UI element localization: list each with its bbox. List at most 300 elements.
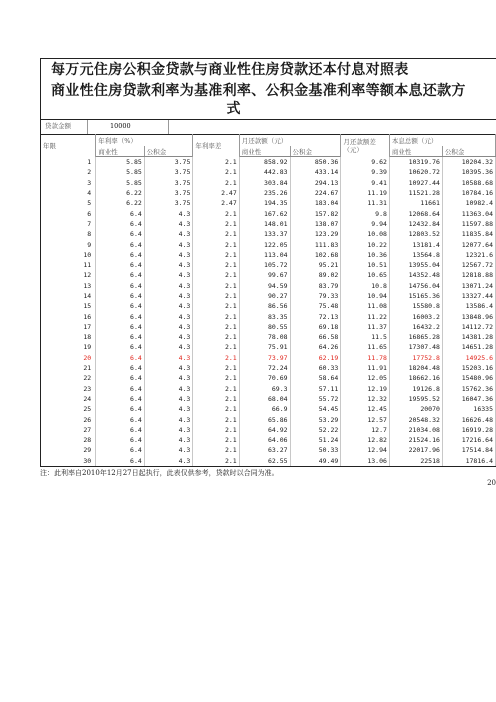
loan-amount-row <box>40 119 496 134</box>
monthly-diff-cell: 12.82 <box>341 435 390 445</box>
rate-commercial-cell: 6.4 <box>96 219 145 229</box>
rate-fund-cell: 4.3 <box>144 332 193 342</box>
table-row <box>41 229 496 239</box>
year-cell: 30 <box>41 456 96 467</box>
table-row <box>41 188 496 198</box>
table-subheader-row <box>41 146 496 157</box>
monthly-fund-cell: 123.29 <box>290 229 341 239</box>
loan-amount-value[interactable]: 10000 <box>87 120 169 134</box>
table-row <box>41 353 496 363</box>
monthly-diff-cell: 12.57 <box>341 414 390 424</box>
rate-fund-cell: 4.3 <box>144 404 193 414</box>
rate-commercial-cell: 6.4 <box>96 353 145 363</box>
monthly-fund-cell: 60.33 <box>290 363 341 373</box>
monthly-commercial-cell: 442.83 <box>239 167 290 177</box>
total-fund-cell: 15762.36 <box>442 384 495 394</box>
year-cell: 3 <box>41 178 96 188</box>
year-cell: 2 <box>41 167 96 177</box>
rate-diff-cell: 2.1 <box>193 311 239 321</box>
table-row <box>41 219 496 229</box>
monthly-fund-cell: 83.79 <box>290 281 341 291</box>
year-cell: 12 <box>41 270 96 280</box>
total-fund-cell: 10982.4 <box>442 198 495 208</box>
monthly-diff-cell: 9.39 <box>341 167 390 177</box>
monthly-fund-cell: 72.13 <box>290 311 341 321</box>
monthly-diff-cell: 10.36 <box>341 250 390 260</box>
monthly-fund-cell: 53.29 <box>290 414 341 424</box>
total-commercial-cell: 19595.52 <box>389 394 442 404</box>
year-cell: 10 <box>41 250 96 260</box>
rate-commercial-header: 商业性 <box>96 146 145 157</box>
year-cell: 6 <box>41 208 96 218</box>
total-fund-cell: 13586.4 <box>442 301 495 311</box>
rate-fund-cell: 4.3 <box>144 208 193 218</box>
monthly-fund-cell: 75.48 <box>290 301 341 311</box>
total-commercial-cell: 10319.76 <box>389 157 442 168</box>
rate-fund-cell: 4.3 <box>144 219 193 229</box>
rate-commercial-cell: 5.85 <box>96 157 145 168</box>
monthly-fund-cell: 62.19 <box>290 353 341 363</box>
rate-fund-cell: 4.3 <box>144 239 193 249</box>
rate-diff-header: 年利率差 <box>193 135 239 157</box>
total-commercial-cell: 16432.2 <box>389 322 442 332</box>
rate-diff-cell: 2.1 <box>193 270 239 280</box>
monthly-commercial-cell: 64.92 <box>239 425 290 435</box>
rate-commercial-cell: 6.4 <box>96 445 145 455</box>
rate-diff-cell: 2.1 <box>193 208 239 218</box>
monthly-commercial-cell: 235.26 <box>239 188 290 198</box>
rate-commercial-cell: 6.4 <box>96 332 145 342</box>
monthly-diff-cell: 11.22 <box>341 311 390 321</box>
rate-fund-cell: 4.3 <box>144 384 193 394</box>
monthly-diff-cell: 10.65 <box>341 270 390 280</box>
rate-commercial-cell: 6.4 <box>96 373 145 383</box>
total-fund-cell: 17216.64 <box>442 435 495 445</box>
monthly-fund-cell: 57.11 <box>290 384 341 394</box>
page-number: 20 <box>487 478 496 487</box>
monthly-diff-cell: 11.19 <box>341 188 390 198</box>
table-row <box>41 384 496 394</box>
monthly-fund-header: 公积金 <box>290 146 341 157</box>
total-fund-cell: 10588.68 <box>442 178 495 188</box>
monthly-fund-cell: 50.33 <box>290 445 341 455</box>
monthly-diff-cell: 11.65 <box>341 342 390 352</box>
total-commercial-cell: 12068.64 <box>389 208 442 218</box>
year-cell: 23 <box>41 384 96 394</box>
rate-diff-cell: 2.1 <box>193 250 239 260</box>
monthly-commercial-cell: 73.97 <box>239 353 290 363</box>
monthly-diff-cell: 10.08 <box>341 229 390 239</box>
rate-diff-cell: 2.1 <box>193 373 239 383</box>
rate-diff-cell: 2.1 <box>193 281 239 291</box>
year-cell: 27 <box>41 425 96 435</box>
page-footer <box>40 479 496 491</box>
monthly-diff-cell: 11.5 <box>341 332 390 342</box>
monthly-fund-cell: 102.68 <box>290 250 341 260</box>
monthly-commercial-cell: 72.24 <box>239 363 290 373</box>
monthly-commercial-cell: 68.04 <box>239 394 290 404</box>
table-row <box>41 178 496 188</box>
rate-fund-cell: 4.3 <box>144 270 193 280</box>
rate-commercial-cell: 6.4 <box>96 301 145 311</box>
monthly-commercial-header: 商业性 <box>239 146 290 157</box>
monthly-commercial-cell: 78.08 <box>239 332 290 342</box>
monthly-commercial-cell: 83.35 <box>239 311 290 321</box>
monthly-commercial-cell: 63.27 <box>239 445 290 455</box>
year-cell: 15 <box>41 301 96 311</box>
monthly-diff-cell: 12.94 <box>341 445 390 455</box>
rate-diff-cell: 2.1 <box>193 219 239 229</box>
monthly-fund-cell: 95.21 <box>290 260 341 270</box>
monthly-fund-cell: 52.22 <box>290 425 341 435</box>
monthly-fund-cell: 55.72 <box>290 394 341 404</box>
year-header: 年限 <box>41 135 96 157</box>
total-commercial-cell: 11521.28 <box>389 188 442 198</box>
table-row <box>41 291 496 301</box>
rate-fund-header: 公积金 <box>144 146 193 157</box>
monthly-commercial-cell: 90.27 <box>239 291 290 301</box>
rate-diff-cell: 2.1 <box>193 332 239 342</box>
total-commercial-cell: 13564.8 <box>389 250 442 260</box>
monthly-diff-cell: 10.94 <box>341 291 390 301</box>
rate-comparison-sheet <box>40 58 496 491</box>
total-header: 本息总额（元） <box>389 135 495 147</box>
monthly-fund-cell: 69.18 <box>290 322 341 332</box>
rate-commercial-cell: 6.4 <box>96 250 145 260</box>
rate-header: 年利率（%） <box>96 135 193 147</box>
monthly-fund-cell: 54.45 <box>290 404 341 414</box>
table-row <box>41 445 496 455</box>
total-commercial-cell: 20548.32 <box>389 414 442 424</box>
rate-fund-cell: 4.3 <box>144 445 193 455</box>
total-commercial-header: 商业性 <box>389 146 442 157</box>
monthly-fund-cell: 111.83 <box>290 239 341 249</box>
rate-diff-cell: 2.1 <box>193 157 239 168</box>
total-commercial-cell: 12432.84 <box>389 219 442 229</box>
rate-diff-cell: 2.1 <box>193 178 239 188</box>
rate-fund-cell: 4.3 <box>144 260 193 270</box>
rate-diff-cell: 2.47 <box>193 188 239 198</box>
total-fund-cell: 15203.16 <box>442 363 495 373</box>
rate-fund-cell: 4.3 <box>144 250 193 260</box>
rate-fund-cell: 4.3 <box>144 281 193 291</box>
monthly-commercial-cell: 133.37 <box>239 229 290 239</box>
monthly-fund-cell: 850.36 <box>290 157 341 168</box>
monthly-commercial-cell: 75.91 <box>239 342 290 352</box>
monthly-diff-cell: 9.41 <box>341 178 390 188</box>
page-title: 每万元住房公积金贷款与商业性住房贷款还本付息对照表 <box>51 62 409 78</box>
rate-fund-cell: 4.3 <box>144 435 193 445</box>
rate-diff-cell: 2.1 <box>193 456 239 467</box>
rate-fund-cell: 4.3 <box>144 311 193 321</box>
rate-commercial-cell: 6.4 <box>96 281 145 291</box>
total-commercial-cell: 21034.08 <box>389 425 442 435</box>
total-fund-cell: 14381.28 <box>442 332 495 342</box>
rate-commercial-cell: 6.4 <box>96 260 145 270</box>
total-commercial-cell: 18204.48 <box>389 363 442 373</box>
year-cell: 20 <box>41 353 96 363</box>
rate-diff-cell: 2.1 <box>193 322 239 332</box>
year-cell: 18 <box>41 332 96 342</box>
rate-fund-cell: 4.3 <box>144 394 193 404</box>
monthly-diff-cell: 12.32 <box>341 394 390 404</box>
table-row <box>41 322 496 332</box>
rate-commercial-cell: 6.4 <box>96 208 145 218</box>
total-commercial-cell: 13955.04 <box>389 260 442 270</box>
year-cell: 25 <box>41 404 96 414</box>
monthly-diff-cell: 11.08 <box>341 301 390 311</box>
year-cell: 13 <box>41 281 96 291</box>
total-fund-cell: 16919.28 <box>442 425 495 435</box>
total-fund-cell: 11363.04 <box>442 208 495 218</box>
monthly-diff-cell: 11.78 <box>341 353 390 363</box>
table-header-row <box>41 135 496 147</box>
table-row <box>41 425 496 435</box>
year-cell: 17 <box>41 322 96 332</box>
total-commercial-cell: 13181.4 <box>389 239 442 249</box>
monthly-commercial-cell: 66.9 <box>239 404 290 414</box>
repayment-table <box>40 134 496 467</box>
monthly-commercial-cell: 122.05 <box>239 239 290 249</box>
monthly-commercial-cell: 64.06 <box>239 435 290 445</box>
rate-commercial-cell: 5.85 <box>96 178 145 188</box>
rate-commercial-cell: 6.4 <box>96 229 145 239</box>
rate-commercial-cell: 6.4 <box>96 414 145 424</box>
table-row <box>41 342 496 352</box>
table-row <box>41 250 496 260</box>
rate-diff-cell: 2.1 <box>193 435 239 445</box>
table-row <box>41 260 496 270</box>
rate-fund-cell: 3.75 <box>144 198 193 208</box>
table-row <box>41 456 496 467</box>
page-subtitle: 商业性住房贷款利率为基准利率、公积金基准利率等额本息还款方 <box>51 83 466 99</box>
monthly-commercial-cell: 80.55 <box>239 322 290 332</box>
monthly-diff-cell: 9.8 <box>341 208 390 218</box>
rate-commercial-cell: 6.4 <box>96 270 145 280</box>
rate-fund-cell: 4.3 <box>144 414 193 424</box>
rate-diff-cell: 2.1 <box>193 363 239 373</box>
monthly-commercial-cell: 86.56 <box>239 301 290 311</box>
rate-fund-cell: 4.3 <box>144 291 193 301</box>
monthly-commercial-cell: 62.55 <box>239 456 290 467</box>
table-row <box>41 239 496 249</box>
total-commercial-cell: 17752.8 <box>389 353 442 363</box>
footnote: 注：此利率自2010年12月27日起执行，此表仅供参考，贷款时以合同为准。 <box>40 468 279 477</box>
monthly-commercial-cell: 194.35 <box>239 198 290 208</box>
year-cell: 5 <box>41 198 96 208</box>
rate-commercial-cell: 6.4 <box>96 291 145 301</box>
rate-commercial-cell: 6.22 <box>96 188 145 198</box>
rate-commercial-cell: 5.85 <box>96 167 145 177</box>
monthly-commercial-cell: 113.04 <box>239 250 290 260</box>
monthly-fund-cell: 157.82 <box>290 208 341 218</box>
rate-diff-cell: 2.1 <box>193 404 239 414</box>
monthly-commercial-cell: 148.01 <box>239 219 290 229</box>
total-commercial-cell: 16003.2 <box>389 311 442 321</box>
monthly-commercial-cell: 69.3 <box>239 384 290 394</box>
total-fund-cell: 12321.6 <box>442 250 495 260</box>
table-row <box>41 281 496 291</box>
rate-diff-cell: 2.1 <box>193 342 239 352</box>
total-fund-cell: 16335 <box>442 404 495 414</box>
rate-diff-cell: 2.1 <box>193 394 239 404</box>
total-commercial-cell: 19126.8 <box>389 384 442 394</box>
year-cell: 29 <box>41 445 96 455</box>
monthly-diff-cell: 11.37 <box>341 322 390 332</box>
monthly-fund-cell: 89.02 <box>290 270 341 280</box>
monthly-diff-cell: 10.51 <box>341 260 390 270</box>
monthly-fund-cell: 64.26 <box>290 342 341 352</box>
table-row <box>41 394 496 404</box>
table-row <box>41 435 496 445</box>
year-cell: 28 <box>41 435 96 445</box>
total-commercial-cell: 15580.8 <box>389 301 442 311</box>
year-cell: 8 <box>41 229 96 239</box>
table-row <box>41 208 496 218</box>
rate-diff-cell: 2.1 <box>193 291 239 301</box>
rate-fund-cell: 4.3 <box>144 229 193 239</box>
total-fund-cell: 11597.88 <box>442 219 495 229</box>
total-fund-cell: 10395.36 <box>442 167 495 177</box>
total-fund-cell: 12077.64 <box>442 239 495 249</box>
monthly-diff-cell: 11.91 <box>341 363 390 373</box>
rate-fund-cell: 4.3 <box>144 363 193 373</box>
total-fund-cell: 17816.4 <box>442 456 495 467</box>
table-row <box>41 157 496 168</box>
rate-fund-cell: 4.3 <box>144 342 193 352</box>
total-commercial-cell: 16865.28 <box>389 332 442 342</box>
table-row <box>41 311 496 321</box>
total-commercial-cell: 10927.44 <box>389 178 442 188</box>
total-commercial-cell: 21524.16 <box>389 435 442 445</box>
total-commercial-cell: 12803.52 <box>389 229 442 239</box>
rate-diff-cell: 2.1 <box>193 167 239 177</box>
monthly-fund-cell: 294.13 <box>290 178 341 188</box>
total-commercial-cell: 20070 <box>389 404 442 414</box>
total-commercial-cell: 10620.72 <box>389 167 442 177</box>
rate-fund-cell: 3.75 <box>144 157 193 168</box>
monthly-diff-cell: 12.19 <box>341 384 390 394</box>
monthly-fund-cell: 79.33 <box>290 291 341 301</box>
rate-fund-cell: 3.75 <box>144 188 193 198</box>
monthly-commercial-cell: 303.84 <box>239 178 290 188</box>
total-fund-cell: 14651.28 <box>442 342 495 352</box>
rate-fund-cell: 3.75 <box>144 178 193 188</box>
monthly-fund-cell: 51.24 <box>290 435 341 445</box>
rate-commercial-cell: 6.4 <box>96 384 145 394</box>
monthly-fund-cell: 58.64 <box>290 373 341 383</box>
monthly-fund-cell: 138.07 <box>290 219 341 229</box>
rate-diff-cell: 2.1 <box>193 353 239 363</box>
monthly-diff-cell: 9.62 <box>341 157 390 168</box>
table-row <box>41 363 496 373</box>
rate-diff-cell: 2.1 <box>193 384 239 394</box>
total-fund-cell: 11835.84 <box>442 229 495 239</box>
rate-diff-cell: 2.1 <box>193 301 239 311</box>
monthly-diff-cell: 12.05 <box>341 373 390 383</box>
year-cell: 4 <box>41 188 96 198</box>
total-commercial-cell: 17307.48 <box>389 342 442 352</box>
rate-fund-cell: 4.3 <box>144 301 193 311</box>
monthly-fund-cell: 49.49 <box>290 456 341 467</box>
rate-diff-cell: 2.1 <box>193 229 239 239</box>
table-row <box>41 198 496 208</box>
total-commercial-cell: 18662.16 <box>389 373 442 383</box>
monthly-diff-cell: 10.8 <box>341 281 390 291</box>
monthly-diff-header: 月还款额差（元） <box>341 135 390 157</box>
total-commercial-cell: 22017.96 <box>389 445 442 455</box>
monthly-fund-cell: 183.04 <box>290 198 341 208</box>
year-cell: 24 <box>41 394 96 404</box>
rate-fund-cell: 3.75 <box>144 167 193 177</box>
rate-commercial-cell: 6.4 <box>96 435 145 445</box>
table-row <box>41 270 496 280</box>
rate-commercial-cell: 6.4 <box>96 425 145 435</box>
year-cell: 9 <box>41 239 96 249</box>
rate-fund-cell: 4.3 <box>144 456 193 467</box>
monthly-diff-cell: 11.31 <box>341 198 390 208</box>
year-cell: 11 <box>41 260 96 270</box>
total-fund-cell: 14112.72 <box>442 322 495 332</box>
rate-commercial-cell: 6.4 <box>96 456 145 467</box>
page-subtitle-continued: 式 <box>226 101 241 117</box>
year-cell: 21 <box>41 363 96 373</box>
total-fund-cell: 16626.48 <box>442 414 495 424</box>
year-cell: 16 <box>41 311 96 321</box>
monthly-header: 月还款额（元） <box>239 135 341 147</box>
year-cell: 1 <box>41 157 96 168</box>
rate-commercial-cell: 6.22 <box>96 198 145 208</box>
total-fund-cell: 12567.72 <box>442 260 495 270</box>
year-cell: 22 <box>41 373 96 383</box>
total-fund-cell: 13071.24 <box>442 281 495 291</box>
rate-commercial-cell: 6.4 <box>96 311 145 321</box>
monthly-commercial-cell: 167.62 <box>239 208 290 218</box>
monthly-commercial-cell: 65.86 <box>239 414 290 424</box>
monthly-diff-cell: 12.45 <box>341 404 390 414</box>
rate-commercial-cell: 6.4 <box>96 239 145 249</box>
table-row <box>41 332 496 342</box>
monthly-fund-cell: 224.67 <box>290 188 341 198</box>
title-block <box>40 58 496 119</box>
rate-commercial-cell: 6.4 <box>96 342 145 352</box>
year-cell: 14 <box>41 291 96 301</box>
loan-amount-label: 贷款金额 <box>45 122 71 130</box>
rate-fund-cell: 4.3 <box>144 322 193 332</box>
monthly-commercial-cell: 858.92 <box>239 157 290 168</box>
total-fund-cell: 15480.96 <box>442 373 495 383</box>
monthly-commercial-cell: 105.72 <box>239 260 290 270</box>
monthly-fund-cell: 66.58 <box>290 332 341 342</box>
year-cell: 7 <box>41 219 96 229</box>
total-commercial-cell: 14352.48 <box>389 270 442 280</box>
monthly-diff-cell: 13.06 <box>341 456 390 467</box>
monthly-diff-cell: 12.7 <box>341 425 390 435</box>
rate-commercial-cell: 6.4 <box>96 322 145 332</box>
rate-commercial-cell: 6.4 <box>96 394 145 404</box>
year-cell: 26 <box>41 414 96 424</box>
total-commercial-cell: 22518 <box>389 456 442 467</box>
monthly-commercial-cell: 70.69 <box>239 373 290 383</box>
total-commercial-cell: 11661 <box>389 198 442 208</box>
rate-fund-cell: 4.3 <box>144 425 193 435</box>
total-fund-header: 公积金 <box>442 146 495 157</box>
rate-diff-cell: 2.1 <box>193 425 239 435</box>
table-row <box>41 301 496 311</box>
monthly-commercial-cell: 99.67 <box>239 270 290 280</box>
rate-fund-cell: 4.3 <box>144 373 193 383</box>
year-cell: 19 <box>41 342 96 352</box>
